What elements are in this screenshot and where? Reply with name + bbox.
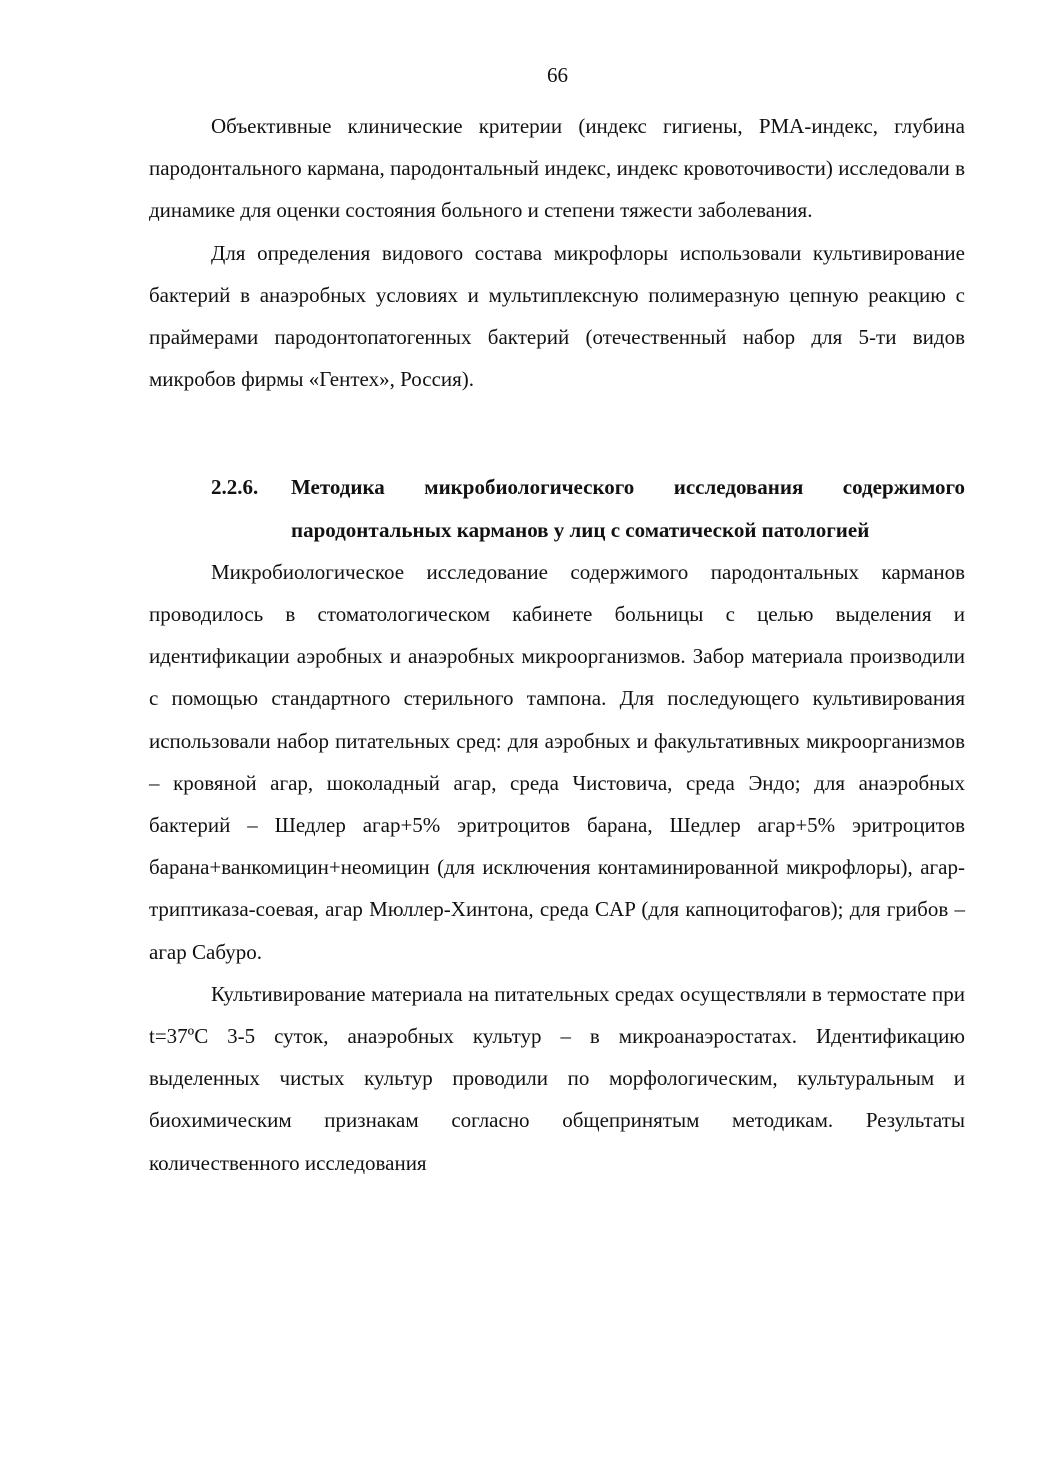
page-body [149,105,965,1184]
section-title: Методика микробиологического исследования содержимого пародонтальных карманов у лиц с соматической патологией [291,475,965,542]
paragraph-clinical-criteria: Объективные клинические критерии (индекс гигиены, PMA-индекс, глубина пародонтального кармана, пародонтальный индекс, индекс кровоточивости) исследовали в динамике для оценки состояния больного и степени тяжести заболевания. [149,114,965,223]
paragraph-microflora-methods: Для определения видового состава микрофлоры использовали культивирование бактерий в анаэробных условиях и мультиплексную полимеразную цепную реакцию с праймерами пародонтопатогенных бактерий (отечественный набор для 5-ти видов микробов фирмы «Гентех», Россия). [149,240,965,392]
section-heading [149,466,965,550]
paragraph-microbiological-study: Микробиологическое исследование содержимого пародонтальных карманов проводилось в стоматологическом кабинете больницы с целью выделения и идентификации аэробных и анаэробных микроорганизмов. Забор материала производили с помощью стандартного стерильного тампона. Для последующего культивирования использовали набор питательных сред: для аэробных и факультативных микроорганизмов – кровяной агар, шоколадный агар, среда Чистовича, среда Эндо; для анаэробных бактерий – Шедлер агар+5% эритроцитов барана, Шедлер агар+5% эритроцитов барана+ванкомицин+неомицин (для исключения контаминированной микрофлоры), агар-триптиказа-соевая, агар Мюллер-Хинтона, среда CAP (для капноцитофагов); для грибов – агар Сабуро. [149,559,965,964]
section-number: 2.2.6. [211,475,259,500]
paragraph-cultivation: Культивирование материала на питательных средах осуществляли в термостате при t=37ºC 3-5 суток, анаэробных культур – в микроанаэростатах. Идентификацию выделенных чистых культур проводили по морфологическим, культуральным и биохимическим признакам согласно общепринятым методикам. Результаты количественного исследования [149,981,965,1175]
page-number: 66 [547,63,568,87]
